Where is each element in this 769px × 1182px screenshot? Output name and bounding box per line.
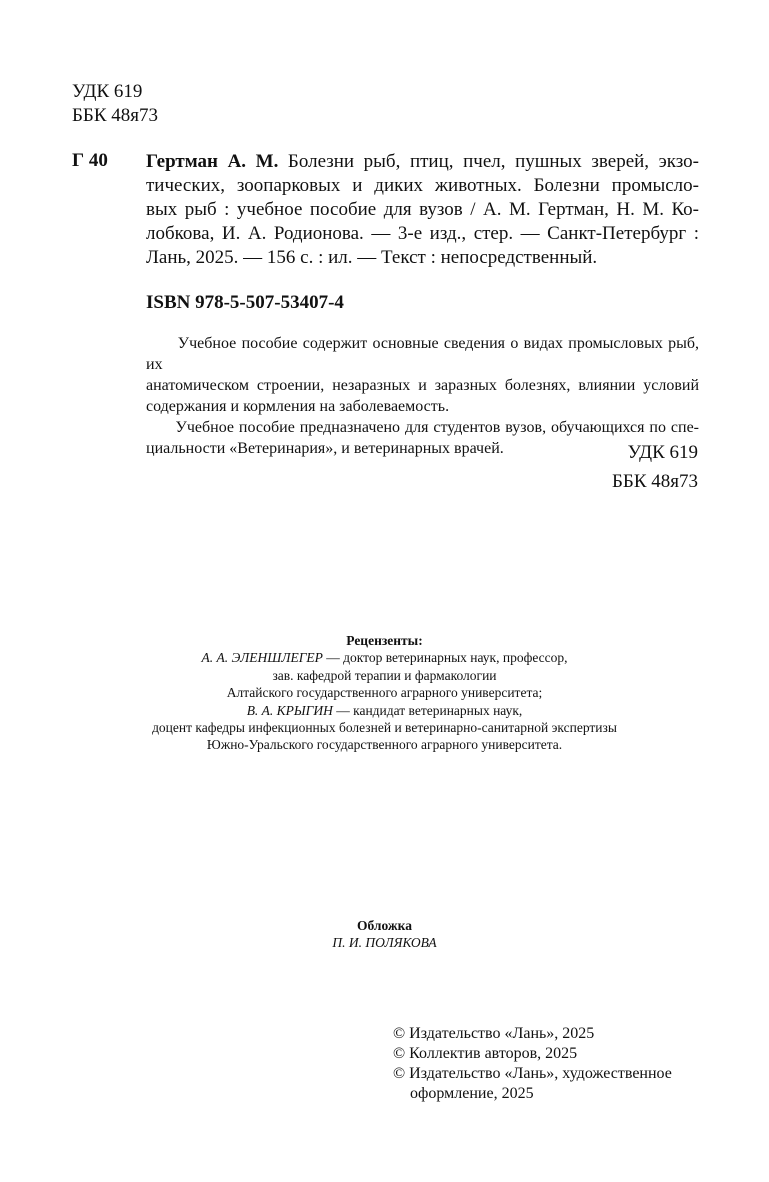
copyright-block	[393, 1024, 672, 1104]
annotation-p2-line-2: циальности «Ветеринария», и ветеринарных врачей.	[146, 440, 504, 457]
reviewers-title: Рецензенты:	[346, 633, 423, 648]
copyright-line-3-cont: оформление, 2025	[410, 1085, 534, 1102]
annotation-p1-line-3: содержания и кормления на заболеваемость.	[146, 398, 450, 415]
cover-title: Обложка	[356, 918, 412, 933]
reviewer-1-line-2: зав. кафедрой терапии и фармакологии	[272, 667, 497, 683]
annotation-p1-line-2: анатомическом строении, незаразных и заразных болезнях, влиянии условий	[146, 377, 699, 394]
copyright-line-3: © Издательство «Лань», художественное	[393, 1065, 672, 1082]
reviewer-1-line-3: Алтайского государственного аграрного университета;	[226, 685, 543, 701]
biblio-line-3: вых рыб : учебное пособие для вузов / А. М. Гертман, Н. М. Ко-	[146, 199, 699, 220]
udk-code: УДК 619	[72, 81, 143, 102]
bottom-classification-codes	[612, 438, 698, 496]
biblio-line-5: Лань, 2025. — 156 с. : ил. — Текст : непосредственный.	[146, 247, 598, 268]
biblio-line-1	[146, 150, 699, 174]
copyright-line-1: © Издательство «Лань», 2025	[393, 1025, 595, 1042]
bbk-code-right: ББК 48я73	[612, 471, 698, 492]
bbk-code: ББК 48я73	[72, 105, 158, 126]
biblio-line-1-text: Болезни рыб, птиц, пчел, пушных зверей, экзо-	[278, 151, 699, 172]
annotation-p1-line-1: Учебное пособие содержит основные сведения о видах промысловых рыб, их	[146, 335, 700, 373]
udk-code-right: УДК 619	[627, 442, 698, 463]
author-name: Гертман А. М.	[146, 151, 279, 172]
reviewer-1-line-1: А. А. ЭЛЕНШЛЕГЕР — доктор ветеринарных наук, профессор,	[201, 650, 568, 666]
copyright-line-2: © Коллектив авторов, 2025	[393, 1045, 578, 1062]
cover-credit	[0, 917, 769, 952]
reviewer-2-line-3: Южно-Уральского государственного аграрного университета.	[206, 737, 563, 753]
top-classification-codes	[72, 80, 158, 128]
biblio-line-4: лобкова, И. А. Родионова. — 3-е изд., стер. — Санкт-Петербург :	[146, 223, 699, 244]
author-mark: Г 40	[72, 150, 108, 171]
reviewer-2-line-2: доцент кафедры инфекционных болезней и ветеринарно-санитарной экспертизы	[152, 720, 617, 736]
biblio-line-2: тических, зоопарковых и диких животных. Болезни промысло-	[146, 175, 699, 196]
reviewer-2-name: В. А. КРЫГИН	[246, 702, 333, 718]
annotation-p2-line-1: Учебное пособие предназначено для студентов вузов, обучающихся по спе-	[175, 419, 700, 436]
reviewer-1-name: А. А. ЭЛЕНШЛЕГЕР	[201, 650, 323, 666]
reviewers-block	[0, 632, 769, 754]
cover-designer: П. И. ПОЛЯКОВА	[332, 935, 437, 951]
isbn: ISBN 978-5-507-53407-4	[146, 292, 344, 313]
reviewer-2-line-1: В. А. КРЫГИН — кандидат ветеринарных наук,	[246, 702, 523, 718]
bibliographic-record	[146, 150, 699, 270]
